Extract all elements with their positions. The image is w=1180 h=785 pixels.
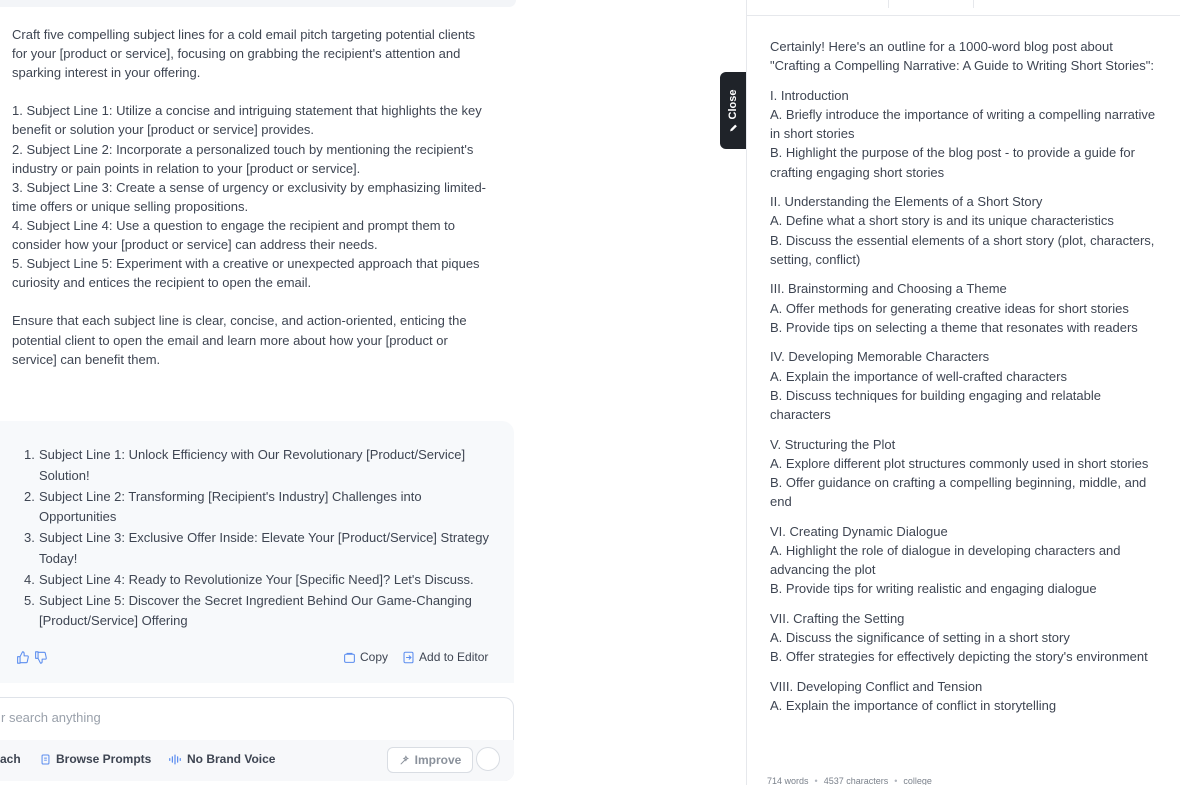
chat-pane [0,0,516,785]
sound-wave-icon [168,754,182,765]
prompt-intro: Craft five compelling subject lines for a cold email pitch targeting potential clients for your [product or service], focusing on grabbing the recipient's attention and sparking interest in your offering. [12,27,476,81]
previous-message-edge [0,0,516,7]
prompt-line: 1. Subject Line 1: Utilize a concise and intriguing statement that highlights the key benefit or solution your [product or service] provides. [12,103,482,138]
chat-input[interactable] [1,707,481,727]
add-to-editor-button[interactable]: Add to Editor [402,650,488,664]
prompt-book-icon [40,754,51,765]
composer-toolbar [0,740,514,781]
search-toggle[interactable]: ach [0,752,21,766]
list-item: 3. Subject Line 3: Exclusive Offer Inside: Elevate Your [Product/Service] Strategy Today! [24,530,489,566]
editor-header [747,0,1180,16]
answer-actions [343,650,488,664]
clipboard-icon [343,651,356,664]
section-heading: V. Structuring the Plot [770,436,896,452]
section-point: A. Explain the importance of well-crafted characters [770,368,1067,384]
editor-document[interactable] [770,37,1165,715]
section-point: B. Discuss the essential elements of a short story (plot, characters, setting, conflict) [770,232,1155,267]
section-heading: I. Introduction [770,87,849,103]
feedback-buttons [15,650,47,664]
prompt-line: 4. Subject Line 4: Use a question to engage the recipient and prompt them to consider how your [product or service] can address their needs. [12,217,456,253]
section-heading: II. Understanding the Elements of a Short Story [770,194,1043,210]
section-point: B. Offer strategies for effectively depicting the story's environment [770,649,1148,665]
reading-level: college [903,776,932,785]
magic-wand-icon [399,755,410,766]
thumbs-up-icon[interactable] [15,650,29,664]
brand-voice-selector[interactable]: No Brand Voice [168,752,275,766]
section-point: B. Highlight the purpose of the blog post - to provide a guide for crafting engaging short stories [770,145,1135,180]
editor-pane [746,0,1180,785]
doc-section [770,609,1165,667]
section-point: B. Discuss techniques for building engaging and relatable characters [770,387,1101,423]
thumbs-down-icon[interactable] [33,650,47,664]
copy-button[interactable]: Copy [343,650,388,664]
doc-section [770,86,1165,182]
doc-section [770,279,1165,337]
section-point: B. Offer guidance on crafting a compelling beginning, middle, and end [770,475,1147,510]
close-editor-tab[interactable] [720,72,746,149]
doc-section [770,347,1165,424]
section-point: B. Provide tips for writing realistic and engaging dialogue [770,581,1097,597]
prompt-outro: Ensure that each subject line is clear, concise, and action-oriented, enticing the potential client to open the email and learn more about how your [product or service] can benefit them. [12,313,467,367]
section-point: A. Define what a short story is and its unique characteristics [770,213,1114,229]
doc-section [770,435,1165,512]
section-heading: VIII. Developing Conflict and Tension [770,679,983,695]
improve-button[interactable]: Improve [387,747,473,773]
doc-intro: Certainly! Here's an outline for a 1000-word blog post about "Crafting a Compelling Narrative: A Guide to Writing Short Stories": [770,39,1154,74]
doc-section [770,192,1165,269]
pencil-icon [729,123,738,132]
section-point: A. Discuss the significance of setting in a short story [770,630,1070,646]
section-point: A. Explain the importance of conflict in storytelling [770,698,1057,714]
list-item: 4. Subject Line 4: Ready to Revolutionize Your [Specific Need]? Let's Discuss. [24,571,474,587]
word-count: 714 words [767,776,809,785]
close-label: Close [727,89,739,119]
document-status-bar: 714 words • 4537 characters • college [767,776,932,785]
section-heading: VII. Crafting the Setting [770,611,905,627]
user-prompt [12,25,492,369]
section-point: B. Provide tips on selecting a theme that resonates with readers [770,319,1138,335]
section-point: A. Highlight the role of dialogue in developing characters and advancing the plot [770,543,1121,578]
prompt-line: 2. Subject Line 2: Incorporate a personalized touch by mentioning the recipient's industry or pain points in relation to your [product or service]. [12,141,474,176]
prompt-line: 5. Subject Line 5: Experiment with a creative or unexpected approach that piques curiosity and entices the recipient to open the email. [12,256,480,291]
character-count: 4537 characters [823,776,889,785]
send-button[interactable] [476,747,500,771]
list-item: 5. Subject Line 5: Discover the Secret Ingredient Behind Our Game-Changing [Product/Service] Offering [24,592,472,629]
section-heading: IV. Developing Memorable Characters [770,349,990,365]
assistant-answer [0,421,514,683]
subject-line-list [24,445,499,632]
section-point: A. Offer methods for generating creative ideas for short stories [770,300,1129,316]
prompt-line: 3. Subject Line 3: Create a sense of urgency or exclusivity by emphasizing limited-time offers or unique selling propositions. [12,179,487,214]
section-heading: VI. Creating Dynamic Dialogue [770,523,948,539]
list-item: 1. Subject Line 1: Unlock Efficiency with Our Revolutionary [Product/Service] Solution! [24,447,466,483]
doc-section [770,522,1165,599]
section-point: A. Explore different plot structures commonly used in short stories [770,455,1149,471]
section-heading: III. Brainstorming and Choosing a Theme [770,281,1007,297]
list-item: 2. Subject Line 2: Transforming [Recipient's Industry] Challenges into Opportunities [24,488,422,525]
doc-section [770,677,1165,715]
section-point: A. Briefly introduce the importance of writing a compelling narrative in short stories [770,107,1156,142]
browse-prompts-button[interactable]: Browse Prompts [40,752,151,766]
insert-document-icon [402,651,415,664]
